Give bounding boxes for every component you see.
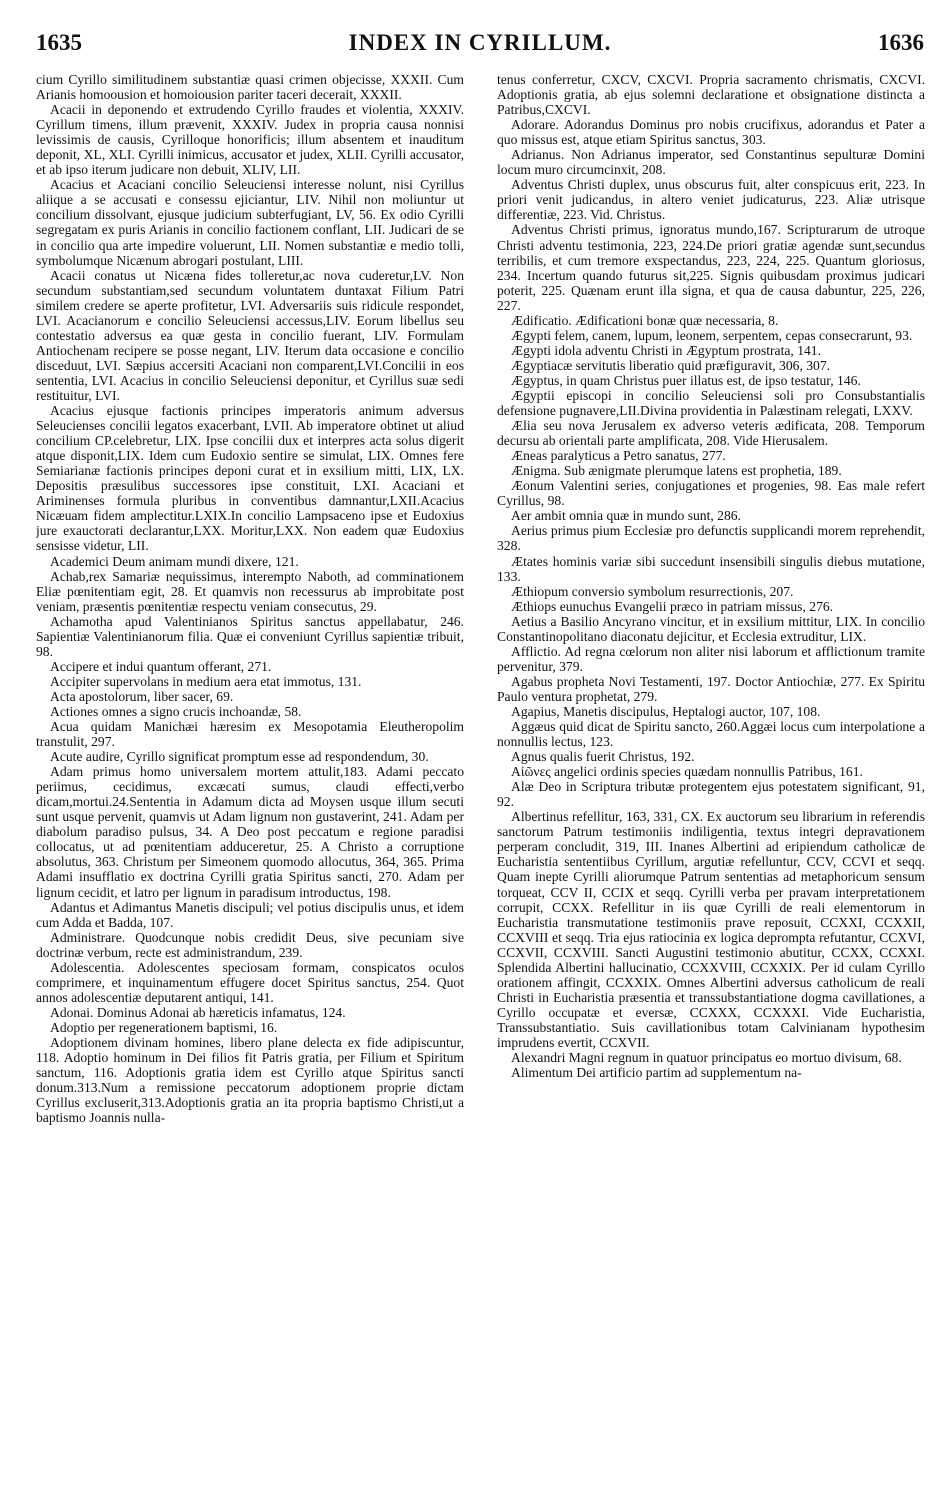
index-entry: Ædificatio. Ædificationi bonæ quæ necessaria, 8.	[511, 312, 779, 328]
index-entry: Ænigma. Sub ænigmate plerumque latens est prophetia, 189.	[511, 463, 842, 479]
index-entry: Administrare. Quodcunque nobis credidit Deus, sive pecuniam sive doctrinæ verbum, recte est administrandum, 239.	[36, 929, 464, 960]
index-entry: Aerius primus pium Ecclesiæ pro defunctis supplicandi morem reprehendit, 328.	[497, 523, 925, 554]
index-entry: Albertinus refellitur, 163, 331, CX. Ex auctorum seu librarium in referendis sanctorum Patrum testimoniis indiligentia, textus integri depravationem perperam concludit, 319, III. Inanes Albertini ad eripiendum catholicæ de Eucharistia sententiibus Cyrillum, argutiæ refelluntur, CCV, CCVI et seqq. Quam inepte Cyrilli aliorumque Patrum sententias ad metaphoricum sensum torqueat, CCV II, CCIX et seqq. Cyrilli verba per pravam interpretationem corrupit, CCXX. Refellitur in iis quæ Cyrilli de reali elementorum in Eucharistia transmutatione testimoniis prave reposuit, CCXXI, CCXXII, CCXVIII et seqq. Tria ejus ratiocinia ex logica deprompta refutantur, CCXVI, CCXVII, CCXVIII. Sancti Augustini testimonio abutitur, CCXX, CCXXI. Splendida Albertini hallucinatio, CCXXVIII, CCXXIX. Per id culam Cyrillo orationem affingit, CCXXIX. Omnes Albertini adversus catholicum de reali Christi in Eucharistia præsentia et transsubstantiatione dogma cavillationes, a Cyrillo occupatæ et eversæ, CCXXX, CCXXXI. Vide Eucharistia, Transsubstantiatio. Suis cavillationibus totam Calvinianam hypothesim imprudens evertit, CCXVII.	[497, 809, 925, 1050]
index-entry: Agnus qualis fuerit Christus, 192.	[511, 749, 695, 765]
index-entry: Alimentum Dei artificio partim ad supplementum na-	[511, 1065, 802, 1081]
index-entry: Actiones omnes a signo crucis inchoandæ, 58.	[50, 703, 302, 719]
index-entry: Acua quidam Manichæi hæresim ex Mesopotamia Eleutheropolim transtulit, 297.	[36, 719, 464, 750]
index-entry: Ægyptus, in quam Christus puer illatus est, de ipso testatur, 146.	[511, 372, 861, 388]
index-entry: Agapius, Manetis discipulus, Heptalogi auctor, 107, 108.	[511, 703, 821, 719]
index-entry: Æneas paralyticus a Petro sanatus, 277.	[511, 448, 726, 464]
index-entry: Acacius ejusque factionis principes imperatoris animum adversus Seleucienses concilii legatos exacerbant, LVII. Ab imperatore obtinet ut aliud concilium CP.celebretur, LIX. Ipse concilii dux et interpres acta solus digerit atque disponit,LIX. Idem cum Eudoxio sentire se simulat, LIX. Omnes fere Semiarianæ factionis principes deponi curat et in exsilium mitti, LIX, LX. Depositis præsulibus successores ipse constituit, LXI. Acaciani et Ariminenses formula pluribus in conventibus damnantur,LXII.Acacius Nicæuam fidem amplectitur.LXIX.In concilio Lampsaceno ipse et Eudoxius jure exauctorati declarantur,LXX. Moritur,LXX. Non eadem quæ Eudoxius sensisse videtur, LII.	[36, 403, 464, 554]
page-number-left: 1635	[36, 30, 82, 55]
index-entry: Adolescentia. Adolescentes speciosam formam, conspicatos oculos comprimere, et inquinamentum effugere docet Spiritus sanctus, 254. Quot annos adolescentiæ deputarent antiqui, 141.	[36, 959, 464, 1005]
index-entry: Acta apostolorum, liber sacer, 69.	[50, 688, 234, 704]
index-entry: Academici Deum animam mundi dixere, 121.	[50, 553, 299, 569]
index-entry: Adventus Christi primus, ignoratus mundo,167. Scripturarum de utroque Christi adventu testimonia, 223, 224.De priori gratiæ agendæ sunt,secundus terribilis, et cum tremore exspectandus, 223, 224, 225. Quantum gloriosus, 234. Incertum quando futurus sit,225. Signis quibusdam proximus judicari poterit, 225. Quænam erunt illa signa, et qua de causa dabuntur, 225, 226, 227.	[497, 222, 925, 313]
index-entry: Adam primus homo universalem mortem attulit,183. Adami peccato periimus, cecidimus, excæcati sumus, claudi effecti,verbo dicam,mortui.24.Sententia in Adamum dicta ad Moysen usque illum secuti sunt usque pervenit, quamvis ut Adam lignum non gustaverint, 241. Adam per diabolum paradiso pulsus, 34. A Deo post peccatum e regione paradisi collocatus, ut ad pœnitentiam adduceretur, 25. A Christo a corruptione absolutus, 363. Christum per Simeonem quomodo allocutus, 364, 365. Prima Adami insufflatio ex doctrina Cyrilli gratia Spiritus sancti, 270. Adam per lignum cecidit, et latro per lignum in paradisum introductus, 198.	[36, 764, 464, 900]
index-entry: Accipere et indui quantum offerant, 271.	[50, 658, 272, 674]
index-entry: Aetius a Basilio Ancyrano vincitur, et in exsilium mittitur, LIX. In concilio Constantinopolitano diaconatu dejicitur, et Ecclesia extruditur, LIX.	[497, 613, 925, 644]
index-entry: Adoptionem divinam homines, libero plane delecta ex fide adipiscuntur, 118. Adoptio hominum in Dei filios fit Patris gratia, per Filium et Spiritum sanctum, 116. Adoptionis gratia idem est Cyrillo atque Spiritus sancti donum.313.Num a remissione peccatorum adoptionem proprie dictam Cyrillus excluserit,313.Adoptionis gratia an ita propria baptismo Christi,ut a baptismo Joannis nulla-	[36, 1035, 464, 1126]
index-entry: Ætates hominis variæ sibi succedunt insensibili singulis diebus mutatione, 133.	[497, 553, 925, 584]
index-entry: Αἰῶνες angelici ordinis species quædam nonnullis Patribus, 161.	[511, 764, 863, 780]
index-entry: Adventus Christi duplex, unus obscurus fuit, alter conspicuus erit, 223. In priori venit judicandus, in altero veniet judicaturus, 223. Aliæ utrisque differentiæ, 223. Vid. Christus.	[497, 177, 925, 223]
index-entry: tenus conferretur, CXCV, CXCVI. Propria sacramento chrismatis, CXCVI. Adoptionis gratia, ab ejus solemni declaratione et obsignatione distincta a Patribus,CXCVI.	[497, 72, 925, 118]
index-entry: Agabus propheta Novi Testamenti, 197. Doctor Antiochiæ, 277. Ex Spiritu Paulo ventura prophetat, 279.	[497, 673, 925, 704]
page-number-right: 1636	[878, 30, 924, 55]
index-entry: Æonum Valentini series, conjugationes et progenies, 98. Eas male refert Cyrillus, 98.	[497, 478, 925, 509]
index-entry: Æthiops eunuchus Evangelii præco in patriam missus, 276.	[511, 598, 834, 614]
index-entry: Alæ Deo in Scriptura tributæ protegentem ejus potestatem significant, 91, 92.	[497, 779, 925, 810]
page-header	[36, 30, 924, 58]
index-entry: Adantus et Adimantus Manetis discipuli; vel potius discipulis unus, et idem cum Adda et Badda, 107.	[36, 899, 464, 930]
index-entry: cium Cyrillo similitudinem substantiæ quasi crimen objecisse, XXXII. Cum Arianis homoousion et homoiousion pariter taceri decerait, XXXII.	[36, 72, 464, 103]
index-entry: Aggæus quid dicat de Spiritu sancto, 260.Aggæi locus cum interpolatione a nonnullis lectus, 123.	[497, 719, 925, 750]
index-entry: Acacius et Acaciani concilio Seleuciensi interesse nolunt, nisi Cyrillus aliique a se accusati e consessu ejiciantur, LIV. Nihil non moliuntur ut concilium dissolvant, ejusque judicium subterfugiant, LV, 56. Ex odio Cyrilli segregatam ex puris Arianis in concilio factionem conflant, LII. Judicari de se in concilio qua arte impedire voluerunt, LII. Nomen substantiæ e medio tolli, symbolumque Nicænum abrogari postulant, LIII.	[36, 177, 464, 268]
index-entry: Acacii conatus ut Nicæna fides tolleretur,ac nova cuderetur,LV. Non secundum substantiam,sed secundum voluntatem duntaxat Filium Patri similem credere se aperte profitetur, LVI. Adversariis suis ridicule respondet, LVI. Acacianorum e concilio Seleuciensi accessus,LIV. Eorum libellus seu contestatio adversus ea quæ gesta in concilio fuerant, LIV. Formulam Antiochenam recipere se posse negant, LIV. Iterum data occasione e concilio disceduut, LVI. Sæpius accersiti Acaciani non comparent,LVI.Concilii in eos sententia, LVI. Acacius in concilio Seleuciensi deponitur, et Cyrillus suæ sedi restituitur, LVI.	[36, 267, 464, 403]
index-entry: Ægyptiacæ servitutis liberatio quid præfiguravit, 306, 307.	[511, 357, 831, 373]
index-entry: Ægypti idola adventu Christi in Ægyptum prostrata, 141.	[511, 342, 821, 358]
index-entry: Adrianus. Non Adrianus imperator, sed Constantinus sepulturæ Domini locum muro circumcinxit, 208.	[497, 147, 925, 178]
index-entry: Achab,rex Samariæ nequissimus, interempto Naboth, ad comminationem Eliæ pœnitentiam egit, 28. Et quamvis non recessurus ab improbitate post veniam, præsentis pœnitentiæ respectu veniam consecutus, 29.	[36, 568, 464, 614]
index-entry: Adonai. Dominus Adonai ab hæreticis infamatus, 124.	[50, 1004, 346, 1020]
index-entry: Accipiter supervolans in medium aera etat immotus, 131.	[50, 673, 362, 689]
page-title: INDEX IN CYRILLUM.	[348, 30, 612, 55]
index-entry: Afflictio. Ad regna cœlorum non aliter nisi laborum et afflictionum tramite pervenitur, 379.	[497, 643, 925, 674]
index-entry: Aer ambit omnia quæ in mundo sunt, 286.	[511, 508, 741, 524]
index-entry: Ægyptii episcopi in concilio Seleuciensi soli pro Consubstantialis defensione pugnavere,LII.Divina providentia in Palæstinam relegati, LXXV.	[497, 387, 925, 419]
left-column	[36, 72, 464, 1497]
right-column	[497, 72, 925, 1497]
index-entry: Achamotha apud Valentinianos Spiritus sanctus appellabatur, 246. Sapientiæ Valentinianorum filia. Quæ ei conveniunt Cyrillus sapientiæ tribuit, 98.	[36, 613, 464, 659]
index-entry: Adorare. Adorandus Dominus pro nobis crucifixus, adorandus et Pater a quo missus est, atque etiam Spiritus sanctus, 303.	[497, 117, 925, 148]
index-entry: Adoptio per regenerationem baptismi, 16.	[50, 1019, 278, 1035]
index-entry: Acute audire, Cyrillo significat promptum esse ad respondendum, 30.	[50, 749, 429, 765]
index-entry: Alexandri Magni regnum in quatuor principatus eo mortuo divisum, 68.	[511, 1050, 902, 1066]
index-entry: Ælia seu nova Jerusalem ex adverso veteris ædificata, 208. Temporum decursu ab orientali parte amplificata, 208. Vide Hierusalem.	[497, 418, 925, 449]
index-entry: Æthiopum conversio symbolum resurrectionis, 207.	[511, 583, 794, 599]
index-entry: Acacii in deponendo et extrudendo Cyrillo fraudes et violentia, XXXIV. Cyrillum timens, illum prævenit, XXXIV. Judex in propria causa nonnisi levissimis de causis, Cyrilloque honorificis; illum absentem et inauditum deponit, XL, XLI. Cyrilli inimicus, accusator et judex, XLII. Cyrilli accusator, et ab ipso iterum judicare non debuit, XLIV, LII.	[36, 102, 464, 178]
index-entry: Ægypti felem, canem, lupum, leonem, serpentem, cepas consecrarunt, 93.	[511, 327, 913, 343]
